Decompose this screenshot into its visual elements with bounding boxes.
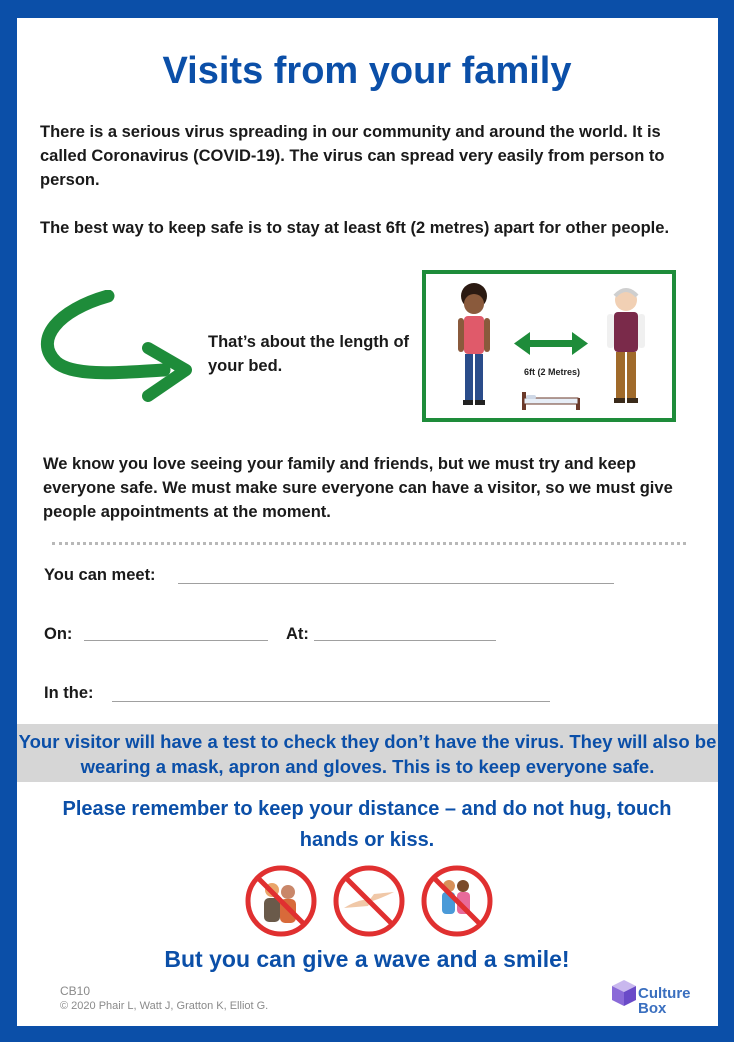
copyright: © 2020 Phair L, Watt J, Gratton K, Elliot G. — [60, 1000, 269, 1012]
date-field[interactable] — [84, 640, 268, 641]
no-hugging-icon — [248, 868, 314, 934]
wave-text: But you can give a wave and a smile! — [164, 946, 570, 972]
meet-field[interactable] — [178, 583, 614, 584]
at-label: At: — [286, 625, 309, 643]
woman-figure — [458, 283, 490, 405]
logo-line-1: Culture — [638, 985, 691, 1002]
on-label: On: — [44, 625, 73, 643]
test-notice: Your visitor will have a test to check they don’t have the virus. They will also be wearing a mask, apron and gloves. This is to keep everyone safe. — [18, 731, 717, 777]
intro-paragraph: There is a serious virus spreading in our community and around the world. It is called Coronavirus (COVID-19). The virus can spread very easily from person to person. — [40, 123, 665, 189]
document-code: CB10 — [60, 984, 91, 998]
bed-length-text: That’s about the length of your bed. — [208, 333, 410, 375]
double-arrow-icon — [514, 332, 588, 355]
no-kissing-icon — [424, 868, 490, 934]
curved-arrow-icon — [38, 290, 198, 410]
time-field[interactable] — [314, 640, 496, 641]
logo-text — [638, 986, 691, 1016]
visitors-paragraph: We know you love seeing your family and friends, but we must try and keep everyone safe. We must make sure everyone can have a visitor, so we must give people appointments at the moment. — [43, 455, 673, 521]
place-label: In the: — [44, 684, 94, 702]
logo-line-2: Box — [638, 1000, 667, 1017]
dotted-divider — [52, 542, 686, 545]
meet-label: You can meet: — [44, 566, 156, 584]
distance-label: 6ft (2 Metres) — [523, 367, 581, 377]
distance-reminder: Please remember to keep your distance – and do not hug, touch hands or kiss. — [62, 798, 672, 851]
distance-illustration — [422, 270, 676, 422]
no-touching-hands-icon — [336, 868, 402, 934]
bed-icon — [522, 392, 580, 410]
place-field[interactable] — [112, 701, 550, 702]
page-title: Visits from your family — [162, 50, 572, 92]
prohibited-actions — [244, 864, 494, 938]
elderly-man-figure — [607, 289, 645, 403]
distance-paragraph: The best way to keep safe is to stay at least 6ft (2 metres) apart for other people. — [40, 219, 670, 237]
